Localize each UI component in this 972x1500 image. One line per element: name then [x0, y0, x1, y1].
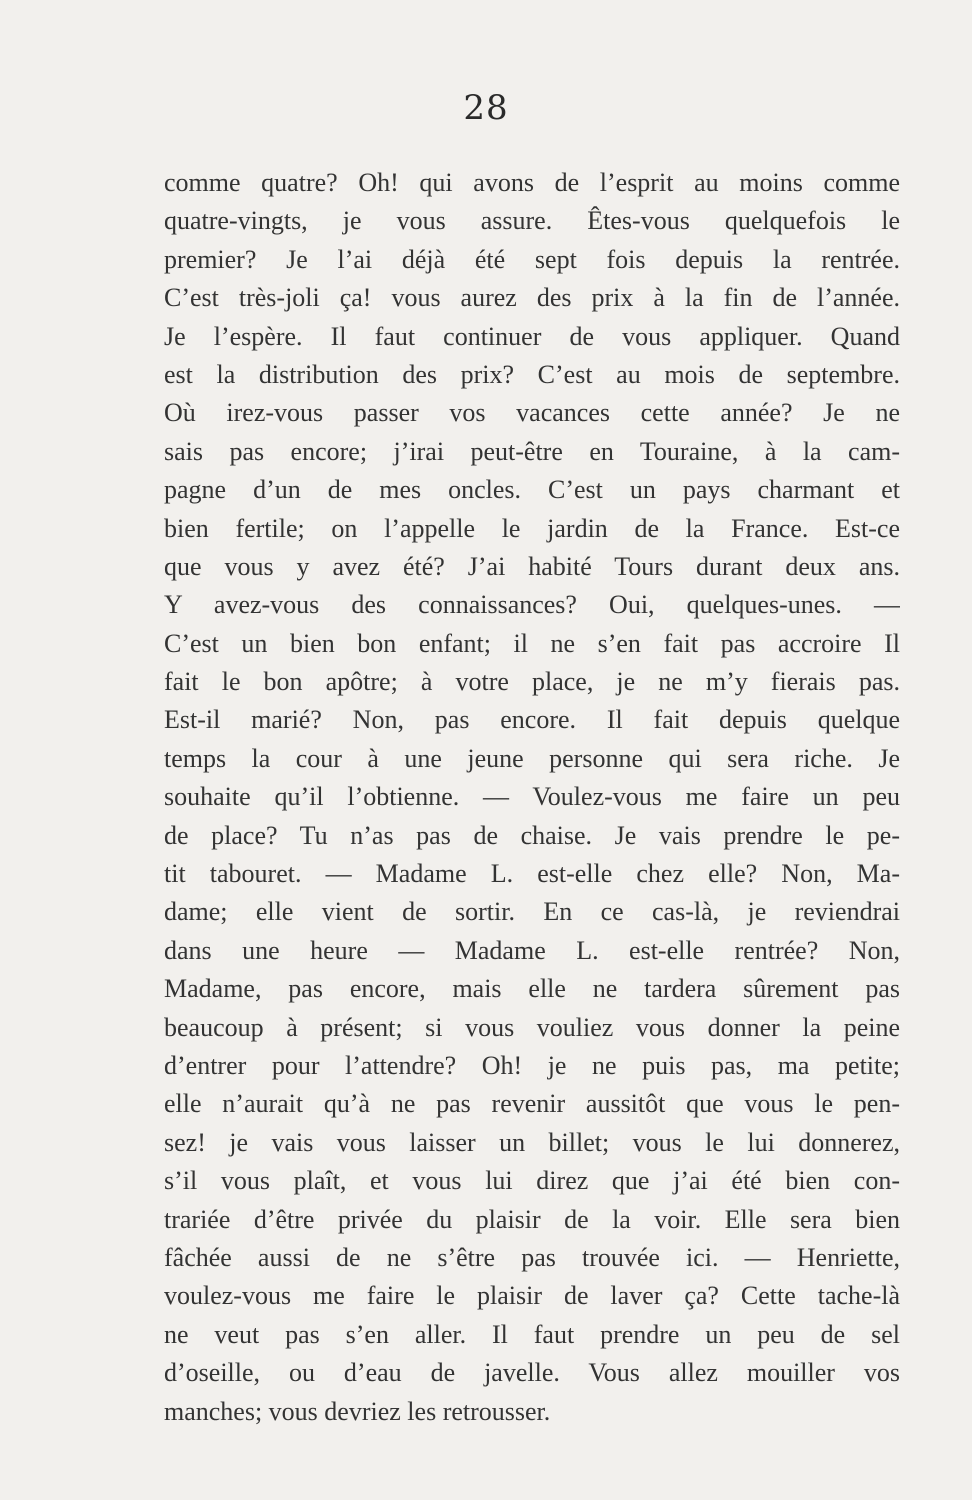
text-line-25: elle n’aurait qu’à ne pas revenir aussitôt que vous le pen- [164, 1089, 900, 1119]
text-line-19: tit tabouret. — Madame L. est-elle chez elle? Non, Ma- [164, 859, 900, 889]
page-number: 28 [463, 88, 509, 128]
text-line-33: manches; vous devriez les retrousser. [164, 1396, 551, 1426]
text-line-22: Madame, pas encore, mais elle ne tardera sûrement pas [164, 974, 900, 1004]
text-line-8: sais pas encore; j’irai peut-être en Touraine, à la cam- [164, 436, 900, 466]
text-line-13: C’est un bien bon enfant; il ne s’en fait pas accroire Il [164, 628, 900, 658]
text-line-30: voulez-vous me faire le plaisir de laver ça? Cette tache-là [164, 1281, 900, 1311]
text-line-3: premier? Je l’ai déjà été sept fois depuis la rentrée. [164, 244, 900, 274]
text-line-1: comme quatre? Oh! qui avons de l’esprit au moins comme [164, 168, 900, 197]
text-line-24: d’entrer pour l’attendre? Oh! je ne puis pas, ma petite; [164, 1050, 900, 1080]
text-line-31: ne veut pas s’en aller. Il faut prendre un peu de sel [164, 1319, 900, 1349]
body-text [164, 164, 900, 1431]
text-line-23: beaucoup à présent; si vous vouliez vous donner la peine [164, 1012, 900, 1042]
text-line-15: Est-il marié? Non, pas encore. Il fait depuis quelque [164, 705, 900, 735]
text-line-21: dans une heure — Madame L. est-elle rentrée? Non, [164, 935, 900, 965]
text-line-17: souhaite qu’il l’obtienne. — Voulez-vous me faire un peu [164, 782, 900, 812]
text-line-5: Je l’espère. Il faut continuer de vous appliquer. Quand [164, 321, 900, 351]
text-line-14: fait le bon apôtre; à votre place, je ne m’y fierais pas. [164, 667, 900, 697]
text-line-9: pagne d’un de mes oncles. C’est un pays charmant et [164, 475, 900, 505]
text-line-4: C’est très-joli ça! vous aurez des prix à la fin de l’année. [164, 283, 900, 313]
text-line-16: temps la cour à une jeune personne qui sera riche. Je [164, 743, 900, 773]
text-line-18: de place? Tu n’as pas de chaise. Je vais prendre le pe- [164, 820, 900, 850]
text-line-27: s’il vous plaît, et vous lui direz que j’ai été bien con- [164, 1166, 900, 1196]
text-line-20: dame; elle vient de sortir. En ce cas-là, je reviendrai [164, 897, 900, 927]
text-line-2: quatre-vingts, je vous assure. Êtes-vous quelquefois le [164, 206, 900, 236]
text-line-11: que vous y avez été? J’ai habité Tours durant deux ans. [164, 551, 900, 581]
text-line-29: fâchée aussi de ne s’être pas trouvée ici. — Henriette, [164, 1242, 900, 1272]
text-line-26: sez! je vais vous laisser un billet; vous le lui donnerez, [164, 1127, 900, 1157]
text-line-7: Où irez-vous passer vos vacances cette année? Je ne [164, 398, 900, 428]
text-line-28: trariée d’être privée du plaisir de la voir. Elle sera bien [164, 1204, 900, 1234]
text-line-32: d’oseille, ou d’eau de javelle. Vous allez mouiller vos [164, 1358, 900, 1388]
text-line-12: Y avez-vous des connaissances? Oui, quelques-unes. — [164, 590, 900, 620]
text-line-10: bien fertile; on l’appelle le jardin de la France. Est-ce [164, 513, 900, 543]
text-line-6: est la distribution des prix? C’est au mois de septembre. [164, 359, 900, 389]
